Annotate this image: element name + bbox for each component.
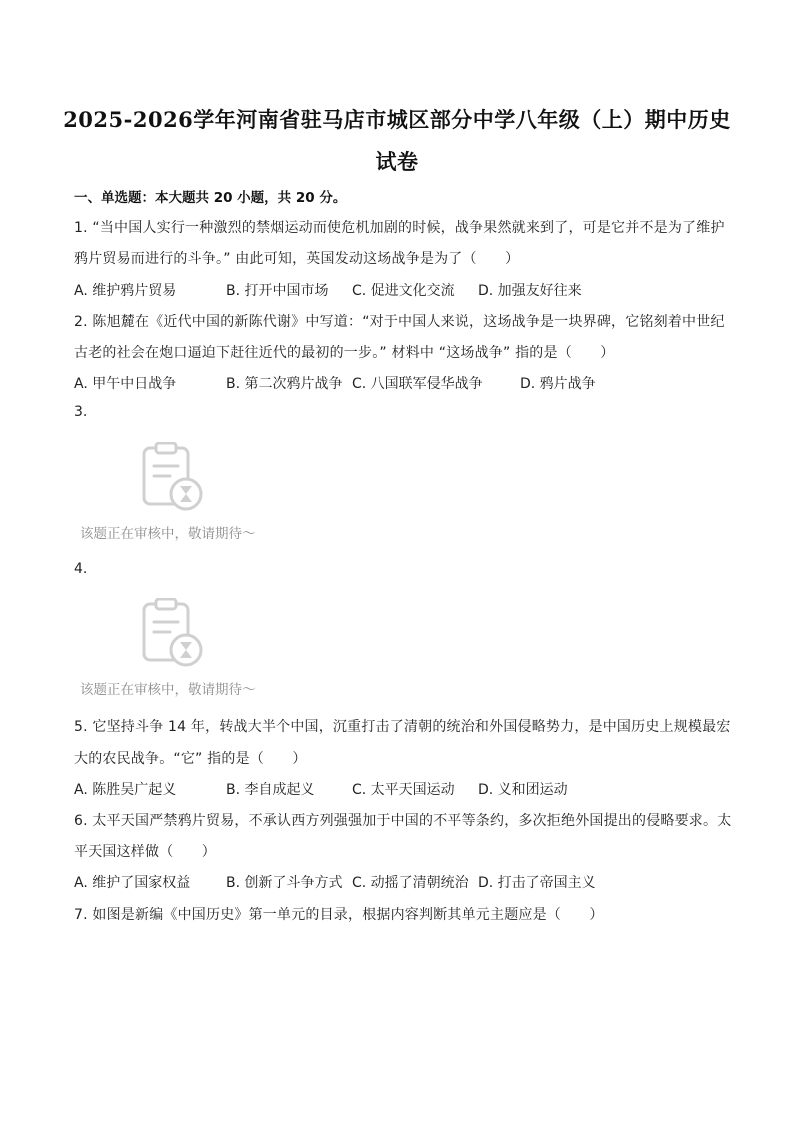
q6-option-d: D. 打击了帝国主义	[478, 875, 596, 891]
q5-option-b: B. 李自成起义	[226, 782, 315, 798]
q7-stem-line1: 7. 如图是新编《中国历史》第一单元的目录，根据内容判断其单元主题应是（ ）	[74, 907, 604, 923]
section-heading: 一、单选题：本大题共 20 小题，共 20 分。	[74, 190, 347, 206]
q1-option-b: B. 打开中国市场	[226, 283, 329, 299]
q2-option-a: A. 甲午中日战争	[74, 376, 177, 392]
exam-title-line2: 试卷	[375, 149, 419, 174]
clipboard-hourglass-icon	[136, 442, 216, 514]
q4-pending-text: 该题正在审核中，敬请期待～	[80, 682, 256, 698]
q5-option-a: A. 陈胜吴广起义	[74, 782, 177, 798]
q2-option-c: C. 八国联军侵华战争	[352, 376, 483, 392]
q6-stem-line1: 6. 太平天国严禁鸦片贸易，不承认西方列强强加于中国的不平等条约，多次拒绝外国提出的侵略要求。太	[74, 813, 732, 829]
q2-stem-line1: 2. 陈旭麓在《近代中国的新陈代谢》中写道：“对于中国人来说，这场战争是一块界碑，它铭刻着中世纪	[74, 314, 725, 330]
clipboard-hourglass-icon	[136, 598, 216, 670]
q5-stem-line2: 大的农民战争。“它” 指的是（ ）	[74, 751, 307, 767]
q6-option-b: B. 创新了斗争方式	[226, 875, 343, 891]
q4-pending-block	[80, 598, 320, 698]
q1-option-c: C. 促进文化交流	[352, 283, 455, 299]
exam-title-line1: 2025-2026学年河南省驻马店市城区部分中学八年级（上）期中历史	[63, 107, 731, 132]
q1-stem-line2: 鸦片贸易而进行的斗争。” 由此可知，英国发动这场战争是为了（ ）	[74, 251, 520, 267]
q6-option-c: C. 动摇了清朝统治	[352, 875, 469, 891]
q3-pending-block	[80, 442, 320, 542]
q2-stem-line2: 古老的社会在炮口逼迫下赶往近代的最初的一步。” 材料中 “这场战争” 指的是（ ）	[74, 345, 615, 361]
q3-pending-text: 该题正在审核中，敬请期待～	[80, 526, 256, 542]
q5-stem-line1: 5. 它坚持斗争 14 年，转战大半个中国，沉重打击了清朝的统治和外国侵略势力，是中国历史上规模最宏	[74, 719, 731, 735]
q6-option-a: A. 维护了国家权益	[74, 875, 191, 891]
q5-option-c: C. 太平天国运动	[352, 782, 455, 798]
q5-option-d: D. 义和团运动	[478, 782, 568, 798]
q1-option-a: A. 维护鸦片贸易	[74, 283, 177, 299]
q2-option-d: D. 鸦片战争	[520, 376, 596, 392]
q1-option-d: D. 加强友好往来	[478, 283, 582, 299]
q3-number: 3.	[74, 404, 88, 420]
q4-number: 4.	[74, 561, 88, 577]
q1-stem-line1: 1. “当中国人实行一种激烈的禁烟运动而使危机加剧的时候，战争果然就来到了，可是它并不是为了维护	[74, 220, 725, 236]
q6-stem-line2: 平天国这样做（ ）	[74, 844, 216, 860]
q2-option-b: B. 第二次鸦片战争	[226, 376, 343, 392]
